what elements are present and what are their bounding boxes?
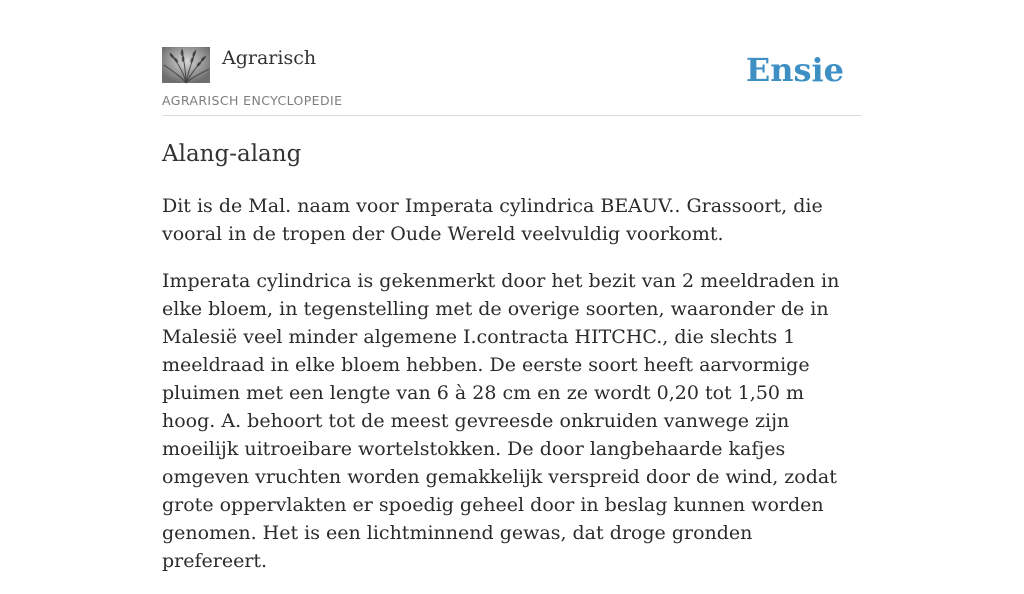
- publication-subtitle: AGRARISCH ENCYCLOPEDIE: [162, 93, 343, 108]
- publication-name-link[interactable]: Agrarisch: [222, 47, 317, 69]
- article-paragraph: Dit is de Mal. naam voor Imperata cylindrica BEAUV.. Grassoort, die vooral in de tropen der Oude Wereld veelvuldig voorkomt.: [162, 195, 823, 245]
- brand-logo-link[interactable]: Ensie: [745, 51, 844, 89]
- header: [162, 0, 862, 116]
- header-divider: [162, 115, 862, 116]
- page: [162, 0, 862, 572]
- page-title: Alang-alang: [162, 141, 302, 167]
- article-paragraph: Imperata cylindrica is gekenmerkt door het bezit van 2 meeldraden in elke bloem, in tegenstelling met de overige soorten, waaronder de in Malesië veel minder algemene I.contracta HITCHC., die slechts 1 meeldraad in elke bloem hebben. De eerste soort heeft aarvormige pluimen met een lengte van 6 à 28 cm en ze wordt 0,20 tot 1,50 m hoog. A. behoort tot de meest gevreesde onkruiden vanwege zijn moeilijk uitroeibare wortelstokken. De door langbehaarde kafjes omgeven vruchten worden gemakkelijk verspreid door de wind, zodat grote oppervlakten er spoedig geheel door in beslag kunnen worden genomen. Het is een lichtminnend gewas, dat droge gronden prefereert.: [162, 270, 840, 572]
- grain-ears-logo-icon[interactable]: [162, 47, 210, 83]
- article-body: [162, 192, 862, 594]
